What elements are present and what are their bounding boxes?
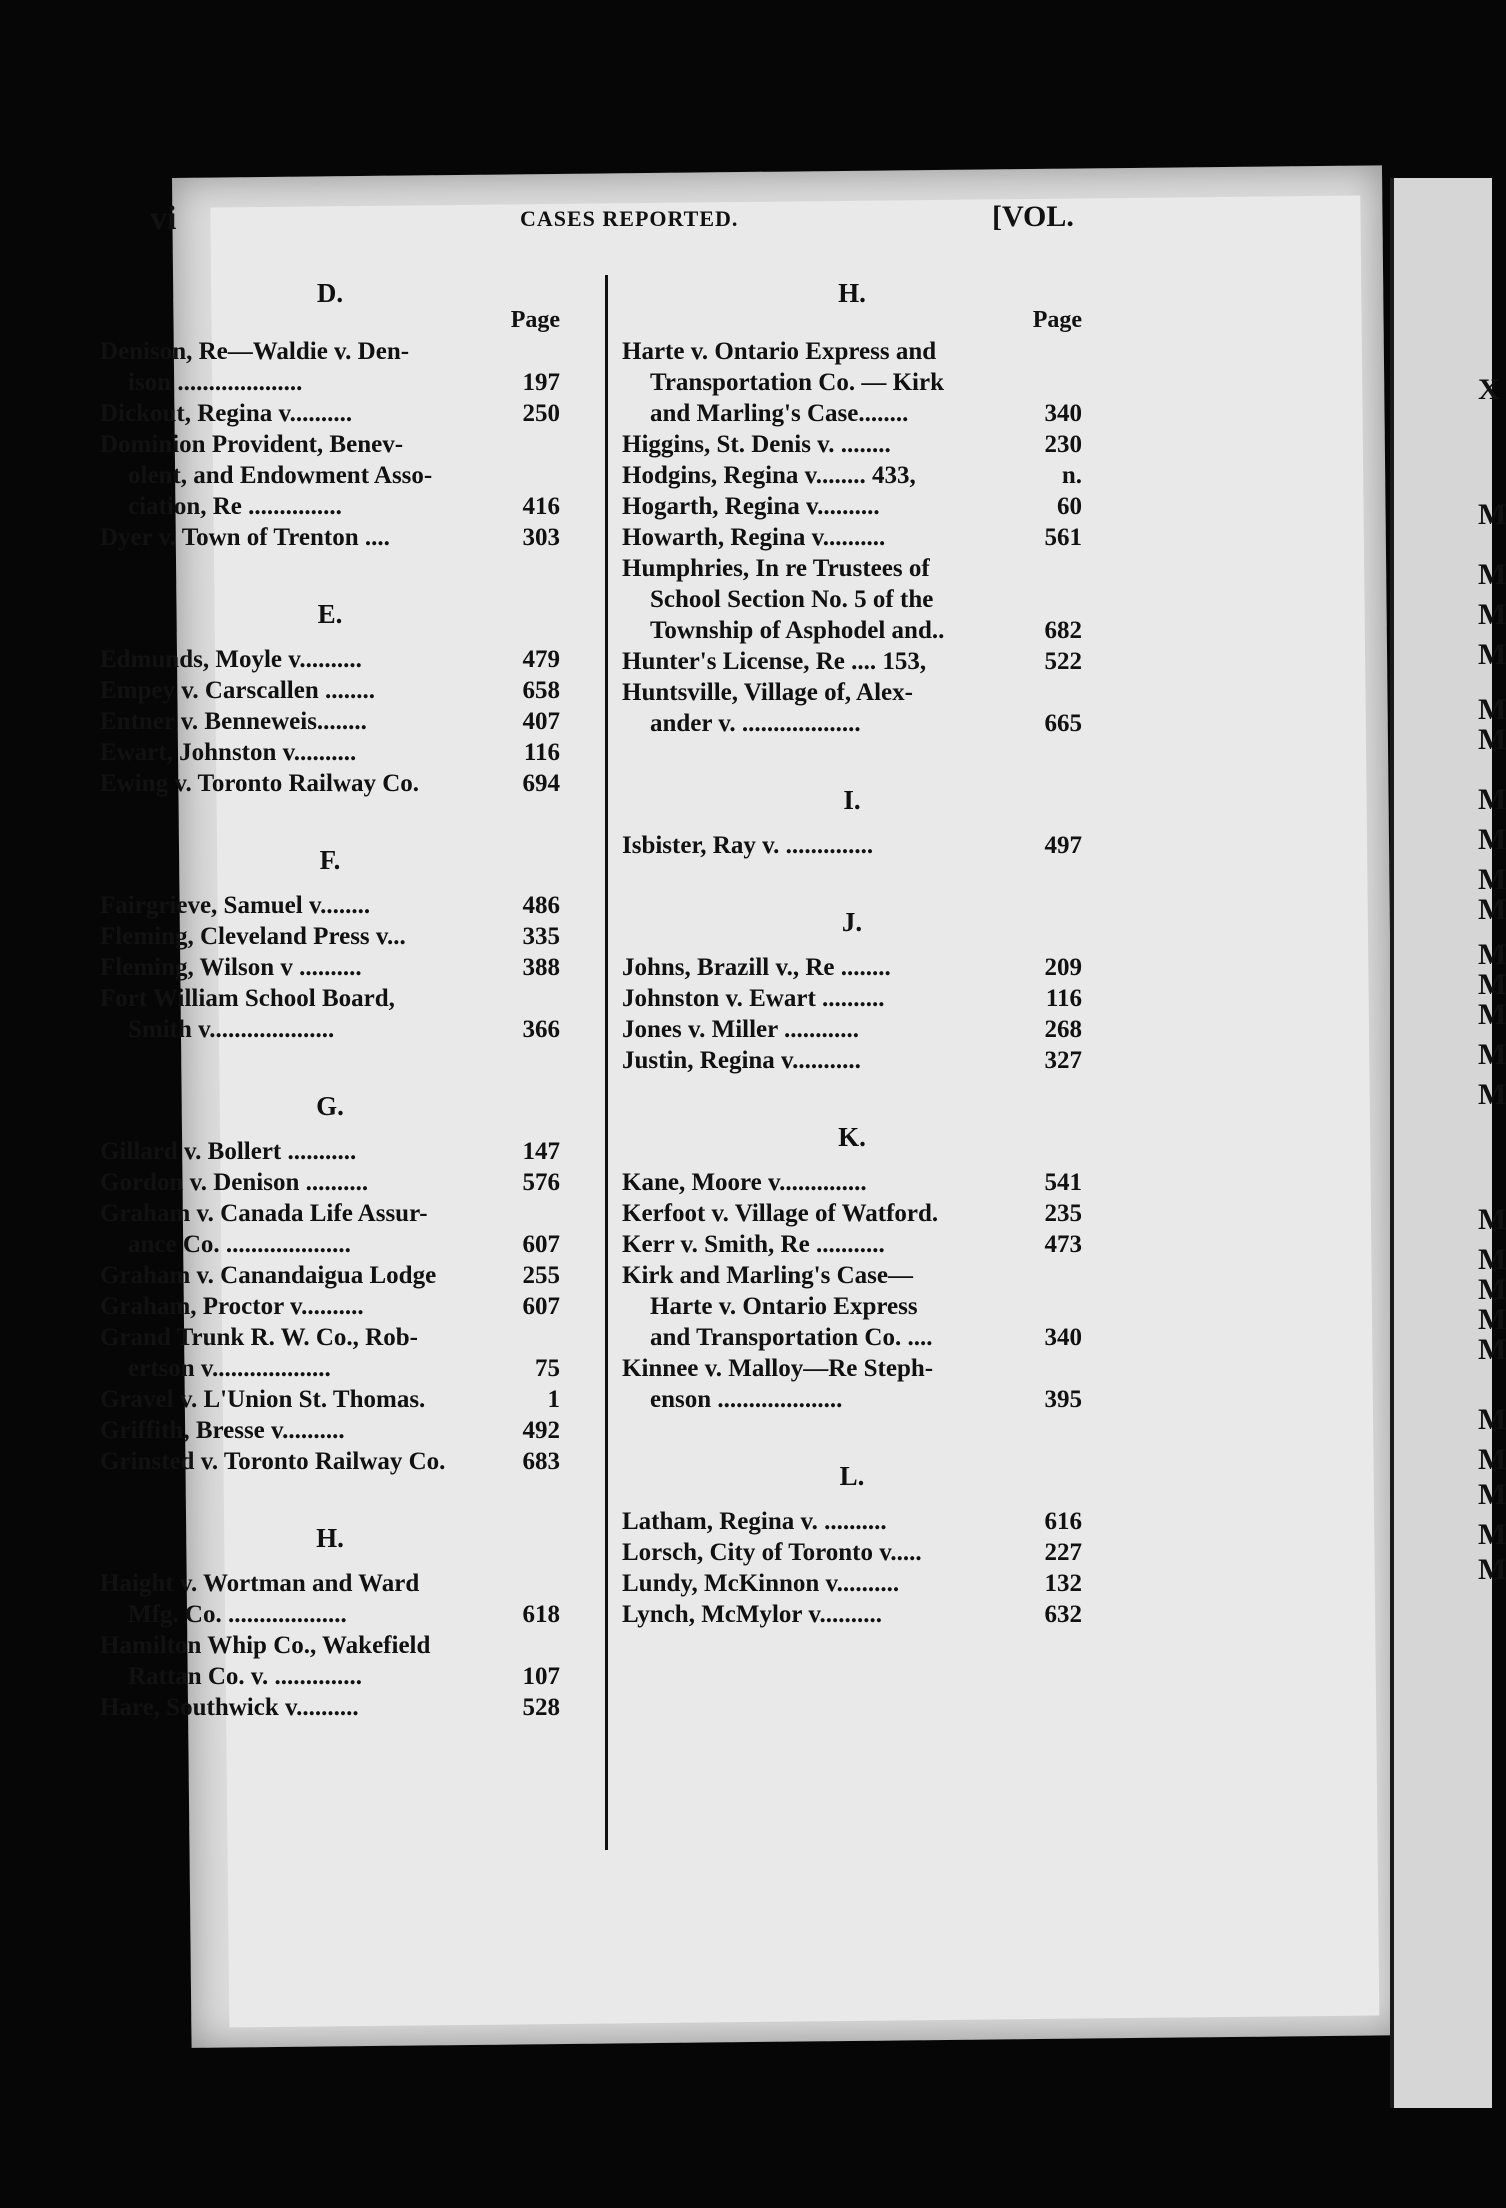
index-entry bbox=[622, 553, 1082, 646]
entry-page-number: 492 bbox=[522, 1417, 560, 1444]
entry-line: Dominion Provident, Benev- bbox=[100, 431, 404, 458]
entry-line: Johns, Brazill v., Re ........ bbox=[622, 954, 891, 981]
entry-line: Kerr v. Smith, Re ........... bbox=[622, 1231, 885, 1258]
index-entry bbox=[100, 1167, 560, 1198]
entry-text bbox=[100, 983, 498, 1045]
entry-page-number: 616 bbox=[1044, 1508, 1082, 1535]
entry-line: Gillard v. Bollert ........... bbox=[100, 1138, 357, 1165]
entry-page-number: 473 bbox=[1044, 1231, 1082, 1258]
entry-text bbox=[100, 890, 498, 921]
entry-text bbox=[622, 1537, 1020, 1568]
entry-text bbox=[622, 460, 1020, 491]
adjacent-page-letter: M bbox=[1478, 863, 1506, 896]
index-entry bbox=[622, 677, 1082, 739]
entry-text bbox=[100, 768, 498, 799]
entry-page-number: 607 bbox=[522, 1231, 560, 1258]
adjacent-page-letter: M bbox=[1478, 968, 1506, 1001]
index-entry bbox=[100, 1446, 560, 1477]
entry-line: Fairgrieve, Samuel v........ bbox=[100, 892, 371, 919]
section-letter: E. bbox=[317, 599, 343, 629]
entry-text bbox=[100, 737, 498, 768]
entry-page-number: 340 bbox=[1044, 400, 1082, 427]
entry-line: Huntsville, Village of, Alex- bbox=[622, 679, 913, 706]
entry-line: Empey v. Carscallen ........ bbox=[100, 677, 375, 704]
section-letter: H. bbox=[838, 278, 866, 308]
section-spacer bbox=[100, 1045, 560, 1081]
entry-line: Entner v. Benneweis........ bbox=[100, 708, 367, 735]
entry-text bbox=[100, 1630, 498, 1692]
entry-page-number: 116 bbox=[523, 739, 560, 766]
index-entry bbox=[622, 1045, 1082, 1076]
adjacent-page-letter: M bbox=[1478, 938, 1506, 971]
index-entry bbox=[100, 921, 560, 952]
entry-line: Dickout, Regina v.......... bbox=[100, 400, 353, 427]
adjacent-page-letter: M bbox=[1478, 723, 1506, 756]
entry-page-number: 683 bbox=[522, 1448, 560, 1475]
entry-line: Howarth, Regina v.......... bbox=[622, 524, 886, 551]
entry-text bbox=[100, 952, 498, 983]
entry-text bbox=[100, 706, 498, 737]
section-letter: D. bbox=[316, 278, 344, 308]
entry-page-number: 327 bbox=[1044, 1047, 1082, 1074]
entry-line: Gordon v. Denison .......... bbox=[100, 1169, 369, 1196]
index-entry bbox=[622, 1537, 1082, 1568]
entry-line: Dyer v. Town of Trenton .... bbox=[100, 524, 390, 551]
entry-line: Hogarth, Regina v.......... bbox=[622, 493, 880, 520]
entry-line: Smith v.................... bbox=[128, 1016, 335, 1043]
index-entry bbox=[622, 1229, 1082, 1260]
adjacent-page-letter: M bbox=[1478, 598, 1506, 631]
entry-line: School Section No. 5 of the bbox=[650, 586, 934, 613]
entry-line: and Transportation Co. .... bbox=[650, 1324, 933, 1351]
entry-text bbox=[100, 921, 498, 952]
section-letter: J. bbox=[841, 907, 863, 937]
index-entry bbox=[100, 890, 560, 921]
entry-line: Isbister, Ray v. .............. bbox=[622, 832, 874, 859]
index-entry bbox=[100, 983, 560, 1045]
entry-line: Ewart, Johnston v.......... bbox=[100, 739, 357, 766]
entry-line: Grand Trunk R. W. Co., Rob- bbox=[100, 1324, 418, 1351]
entry-text bbox=[100, 1291, 498, 1322]
entry-line: Edmunds, Moyle v.......... bbox=[100, 646, 362, 673]
index-entry bbox=[622, 522, 1082, 553]
index-entry bbox=[622, 429, 1082, 460]
adjacent-page-letter: M bbox=[1478, 693, 1506, 726]
entry-line: Justin, Regina v........... bbox=[622, 1047, 861, 1074]
section-letter: H. bbox=[316, 1523, 344, 1553]
adjacent-page-letter: M bbox=[1478, 1038, 1506, 1071]
index-entry bbox=[100, 1415, 560, 1446]
entry-line: Rattan Co. v. .............. bbox=[128, 1663, 363, 1690]
adjacent-page-letter: M bbox=[1478, 1078, 1506, 1111]
index-entry bbox=[622, 1198, 1082, 1229]
section-spacer bbox=[622, 861, 1082, 897]
entry-line: Lynch, McMylor v.......... bbox=[622, 1601, 882, 1628]
entry-text bbox=[622, 522, 1020, 553]
entry-line: Gravel v. L'Union St. Thomas. bbox=[100, 1386, 426, 1413]
entry-line: Graham v. Canandaigua Lodge bbox=[100, 1262, 437, 1289]
entry-text bbox=[100, 336, 498, 398]
entry-page-number: 522 bbox=[1044, 648, 1082, 675]
adjacent-page-letter: M bbox=[1478, 558, 1506, 591]
entry-line: Lundy, McKinnon v.......... bbox=[622, 1570, 900, 1597]
entry-page-number: 479 bbox=[522, 646, 560, 673]
adjacent-page-letter: M bbox=[1478, 1553, 1506, 1586]
entry-text bbox=[622, 491, 1020, 522]
index-entry bbox=[622, 1353, 1082, 1415]
entry-line: Harte v. Ontario Express and bbox=[622, 338, 937, 365]
entry-line: Jones v. Miller ............ bbox=[622, 1016, 860, 1043]
section-spacer bbox=[622, 739, 1082, 775]
index-entry bbox=[100, 1260, 560, 1291]
index-entry bbox=[100, 737, 560, 768]
entry-text bbox=[622, 553, 1020, 646]
adjacent-page-letter: M bbox=[1478, 1273, 1506, 1306]
entry-text bbox=[622, 952, 1020, 983]
entry-page-number: 107 bbox=[522, 1663, 560, 1690]
entry-page-number: 561 bbox=[1044, 524, 1082, 551]
index-entry bbox=[100, 952, 560, 983]
entry-line: olent, and Endowment Asso- bbox=[128, 462, 433, 489]
entry-line: Graham v. Canada Life Assur- bbox=[100, 1200, 428, 1227]
entry-page-number: n. bbox=[1061, 462, 1082, 489]
section-spacer bbox=[100, 553, 560, 589]
entry-text bbox=[622, 1568, 1020, 1599]
entry-line: Haight v. Wortman and Ward bbox=[100, 1570, 420, 1597]
adjacent-page-letter: M bbox=[1478, 823, 1506, 856]
entry-line: Harte v. Ontario Express bbox=[650, 1293, 918, 1320]
adjacent-page-letter: M bbox=[1478, 1303, 1506, 1336]
entry-line: Grinsted v. Toronto Railway Co. bbox=[100, 1448, 446, 1475]
adjacent-page-letter: M bbox=[1478, 783, 1506, 816]
entry-line: Fleming, Cleveland Press v... bbox=[100, 923, 406, 950]
entry-page-number: 658 bbox=[522, 677, 560, 704]
entry-line: Higgins, St. Denis v. ........ bbox=[622, 431, 891, 458]
entry-line: enson .................... bbox=[650, 1386, 843, 1413]
entry-page-number: 335 bbox=[522, 923, 560, 950]
entry-page-number: 366 bbox=[522, 1016, 560, 1043]
entry-line: and Marling's Case........ bbox=[650, 400, 909, 427]
entry-line: ertson v................... bbox=[128, 1355, 331, 1382]
entry-text bbox=[622, 1353, 1020, 1415]
section-spacer bbox=[100, 1477, 560, 1513]
entry-page-number: 60 bbox=[1057, 493, 1082, 520]
entry-text bbox=[622, 983, 1020, 1014]
section-letter: L. bbox=[839, 1461, 865, 1491]
entry-text bbox=[100, 1167, 498, 1198]
adjacent-page-letter: M bbox=[1478, 1243, 1506, 1276]
entry-line: Hare, Southwick v.......... bbox=[100, 1694, 359, 1721]
index-entry bbox=[622, 1599, 1082, 1630]
entry-line: Fleming, Wilson v .......... bbox=[100, 954, 362, 981]
entry-text bbox=[622, 1229, 1020, 1260]
section-spacer bbox=[622, 1415, 1082, 1451]
entry-text bbox=[100, 1198, 498, 1260]
entry-line: ciation, Re ............... bbox=[128, 493, 342, 520]
adjacent-page-letter: M bbox=[1478, 1478, 1506, 1511]
entry-text bbox=[622, 1014, 1020, 1045]
entry-page-number: 682 bbox=[1044, 617, 1082, 644]
adjacent-page-letter: M bbox=[1478, 1443, 1506, 1476]
entry-line: Johnston v. Ewart .......... bbox=[622, 985, 885, 1012]
entry-line: Hunter's License, Re .... 153, bbox=[622, 648, 927, 675]
entry-text bbox=[622, 429, 1020, 460]
index-entry bbox=[100, 1692, 560, 1723]
index-entry bbox=[100, 1630, 560, 1692]
entry-text bbox=[100, 429, 498, 522]
index-entry bbox=[100, 706, 560, 737]
index-entry bbox=[100, 1291, 560, 1322]
entry-line: ander v. ................... bbox=[650, 710, 861, 737]
entry-text bbox=[100, 522, 498, 553]
index-entry bbox=[622, 1014, 1082, 1045]
entry-line: Township of Asphodel and.. bbox=[650, 617, 945, 644]
entry-text bbox=[100, 1322, 498, 1384]
entry-page-number: 268 bbox=[1044, 1016, 1082, 1043]
adjacent-page-letter: M bbox=[1478, 1333, 1506, 1366]
entry-text bbox=[100, 1692, 498, 1723]
entry-page-number: 632 bbox=[1044, 1601, 1082, 1628]
index-entry bbox=[622, 1260, 1082, 1353]
entry-page-number: 255 bbox=[522, 1262, 560, 1289]
entry-page-number: 340 bbox=[1044, 1324, 1082, 1351]
entry-page-number: 116 bbox=[1045, 985, 1082, 1012]
entry-text bbox=[622, 1045, 1020, 1076]
entry-line: Transportation Co. — Kirk bbox=[650, 369, 944, 396]
entry-text bbox=[100, 1415, 498, 1446]
entry-line: Denison, Re—Waldie v. Den- bbox=[100, 338, 410, 365]
index-entry bbox=[100, 644, 560, 675]
entry-page-number: 607 bbox=[522, 1293, 560, 1320]
index-entry bbox=[100, 1198, 560, 1260]
index-entry bbox=[622, 646, 1082, 677]
index-entry bbox=[622, 830, 1082, 861]
index-entry bbox=[100, 1136, 560, 1167]
section-letter: F. bbox=[319, 845, 341, 875]
section-letter: I. bbox=[843, 785, 861, 815]
entry-text bbox=[622, 1599, 1020, 1630]
entry-page-number: 407 bbox=[522, 708, 560, 735]
entry-page-number: 541 bbox=[1044, 1169, 1082, 1196]
entry-text bbox=[622, 1260, 1020, 1353]
entry-page-number: 576 bbox=[522, 1169, 560, 1196]
entry-line: Fort William School Board, bbox=[100, 985, 395, 1012]
index-entry bbox=[100, 768, 560, 799]
entry-page-number: 209 bbox=[1044, 954, 1082, 981]
index-entry bbox=[100, 1322, 560, 1384]
page-column-label: Page bbox=[1032, 307, 1082, 333]
section-spacer bbox=[100, 799, 560, 835]
entry-text bbox=[100, 644, 498, 675]
entry-text bbox=[100, 1136, 498, 1167]
entry-page-number: 388 bbox=[522, 954, 560, 981]
entry-line: ison .................... bbox=[128, 369, 303, 396]
page-column-label: Page bbox=[510, 307, 560, 333]
adjacent-page-letter: X bbox=[1478, 373, 1500, 406]
entry-line: Hodgins, Regina v........ 433, bbox=[622, 462, 916, 489]
entry-line: Kerfoot v. Village of Watford. bbox=[622, 1200, 939, 1227]
entry-page-number: 1 bbox=[547, 1386, 560, 1413]
adjacent-page-letter: M bbox=[1478, 638, 1506, 671]
index-entry bbox=[100, 429, 560, 522]
volume-marker: [VOL. bbox=[992, 200, 1074, 233]
page-folio: vi bbox=[150, 200, 177, 237]
index-entry bbox=[622, 1506, 1082, 1537]
entry-line: Griffith, Bresse v.......... bbox=[100, 1417, 345, 1444]
section-letter: K. bbox=[838, 1122, 866, 1152]
index-entry bbox=[622, 983, 1082, 1014]
entry-page-number: 303 bbox=[522, 524, 560, 551]
entry-text bbox=[622, 1198, 1020, 1229]
index-entry bbox=[100, 522, 560, 553]
entry-line: ance Co. .................... bbox=[128, 1231, 351, 1258]
adjacent-page-letter: M bbox=[1478, 998, 1506, 1031]
index-entry bbox=[100, 336, 560, 398]
index-entry bbox=[622, 491, 1082, 522]
index-entry bbox=[622, 336, 1082, 429]
index-entry bbox=[622, 1167, 1082, 1198]
index-entry bbox=[100, 398, 560, 429]
entry-line: Hamilton Whip Co., Wakefield bbox=[100, 1632, 431, 1659]
entry-page-number: 618 bbox=[522, 1601, 560, 1628]
entry-page-number: 250 bbox=[522, 400, 560, 427]
section-letter: G. bbox=[316, 1091, 344, 1121]
section-spacer bbox=[622, 1076, 1082, 1112]
right-column bbox=[622, 268, 1082, 1630]
entry-page-number: 197 bbox=[522, 369, 560, 396]
column-divider bbox=[605, 275, 608, 1850]
entry-text bbox=[622, 646, 1020, 677]
index-entry bbox=[622, 952, 1082, 983]
entry-page-number: 75 bbox=[535, 1355, 560, 1382]
adjacent-page-letter: M bbox=[1478, 1518, 1506, 1551]
entry-line: Mfg. Co. ................... bbox=[128, 1601, 347, 1628]
running-title: CASES REPORTED. bbox=[520, 206, 739, 231]
adjacent-page-letter: M bbox=[1478, 498, 1506, 531]
entry-text bbox=[622, 1506, 1020, 1537]
adjacent-page-letter: M bbox=[1478, 893, 1506, 926]
adjacent-page-letter: M bbox=[1478, 1403, 1506, 1436]
entry-text bbox=[100, 1384, 498, 1415]
entry-line: Kinnee v. Malloy—Re Steph- bbox=[622, 1355, 934, 1382]
entry-line: Latham, Regina v. .......... bbox=[622, 1508, 887, 1535]
page-header bbox=[150, 200, 1150, 250]
entry-line: Kane, Moore v.............. bbox=[622, 1169, 867, 1196]
entry-page-number: 694 bbox=[522, 770, 560, 797]
entry-page-number: 416 bbox=[522, 493, 560, 520]
index-entry bbox=[622, 460, 1082, 491]
entry-text bbox=[100, 1260, 498, 1291]
entry-text bbox=[622, 1167, 1020, 1198]
entry-page-number: 528 bbox=[522, 1694, 560, 1721]
entry-text bbox=[622, 336, 1020, 429]
entry-line: Lorsch, City of Toronto v..... bbox=[622, 1539, 922, 1566]
index-entry bbox=[100, 1384, 560, 1415]
entry-line: Graham, Proctor v.......... bbox=[100, 1293, 364, 1320]
entry-page-number: 497 bbox=[1044, 832, 1082, 859]
entry-text bbox=[622, 677, 1020, 739]
entry-line: Kirk and Marling's Case— bbox=[622, 1262, 913, 1289]
entry-text bbox=[100, 1568, 498, 1630]
entry-text bbox=[100, 1446, 498, 1477]
adjacent-page-letter: M bbox=[1478, 1203, 1506, 1236]
entry-page-number: 132 bbox=[1044, 1570, 1082, 1597]
index-entry bbox=[100, 1568, 560, 1630]
entry-page-number: 230 bbox=[1044, 431, 1082, 458]
index-entry bbox=[622, 1568, 1082, 1599]
index-entry bbox=[100, 675, 560, 706]
left-column bbox=[100, 268, 560, 1723]
entry-text bbox=[100, 398, 498, 429]
entry-page-number: 227 bbox=[1044, 1539, 1082, 1566]
entry-page-number: 395 bbox=[1044, 1386, 1082, 1413]
entry-page-number: 486 bbox=[522, 892, 560, 919]
entry-text bbox=[100, 675, 498, 706]
entry-text bbox=[622, 830, 1020, 861]
entry-page-number: 147 bbox=[522, 1138, 560, 1165]
entry-page-number: 235 bbox=[1044, 1200, 1082, 1227]
entry-page-number: 665 bbox=[1044, 710, 1082, 737]
entry-line: Humphries, In re Trustees of bbox=[622, 555, 930, 582]
adjacent-page-edge bbox=[1390, 178, 1506, 2108]
entry-line: Ewing v. Toronto Railway Co. bbox=[100, 770, 420, 797]
